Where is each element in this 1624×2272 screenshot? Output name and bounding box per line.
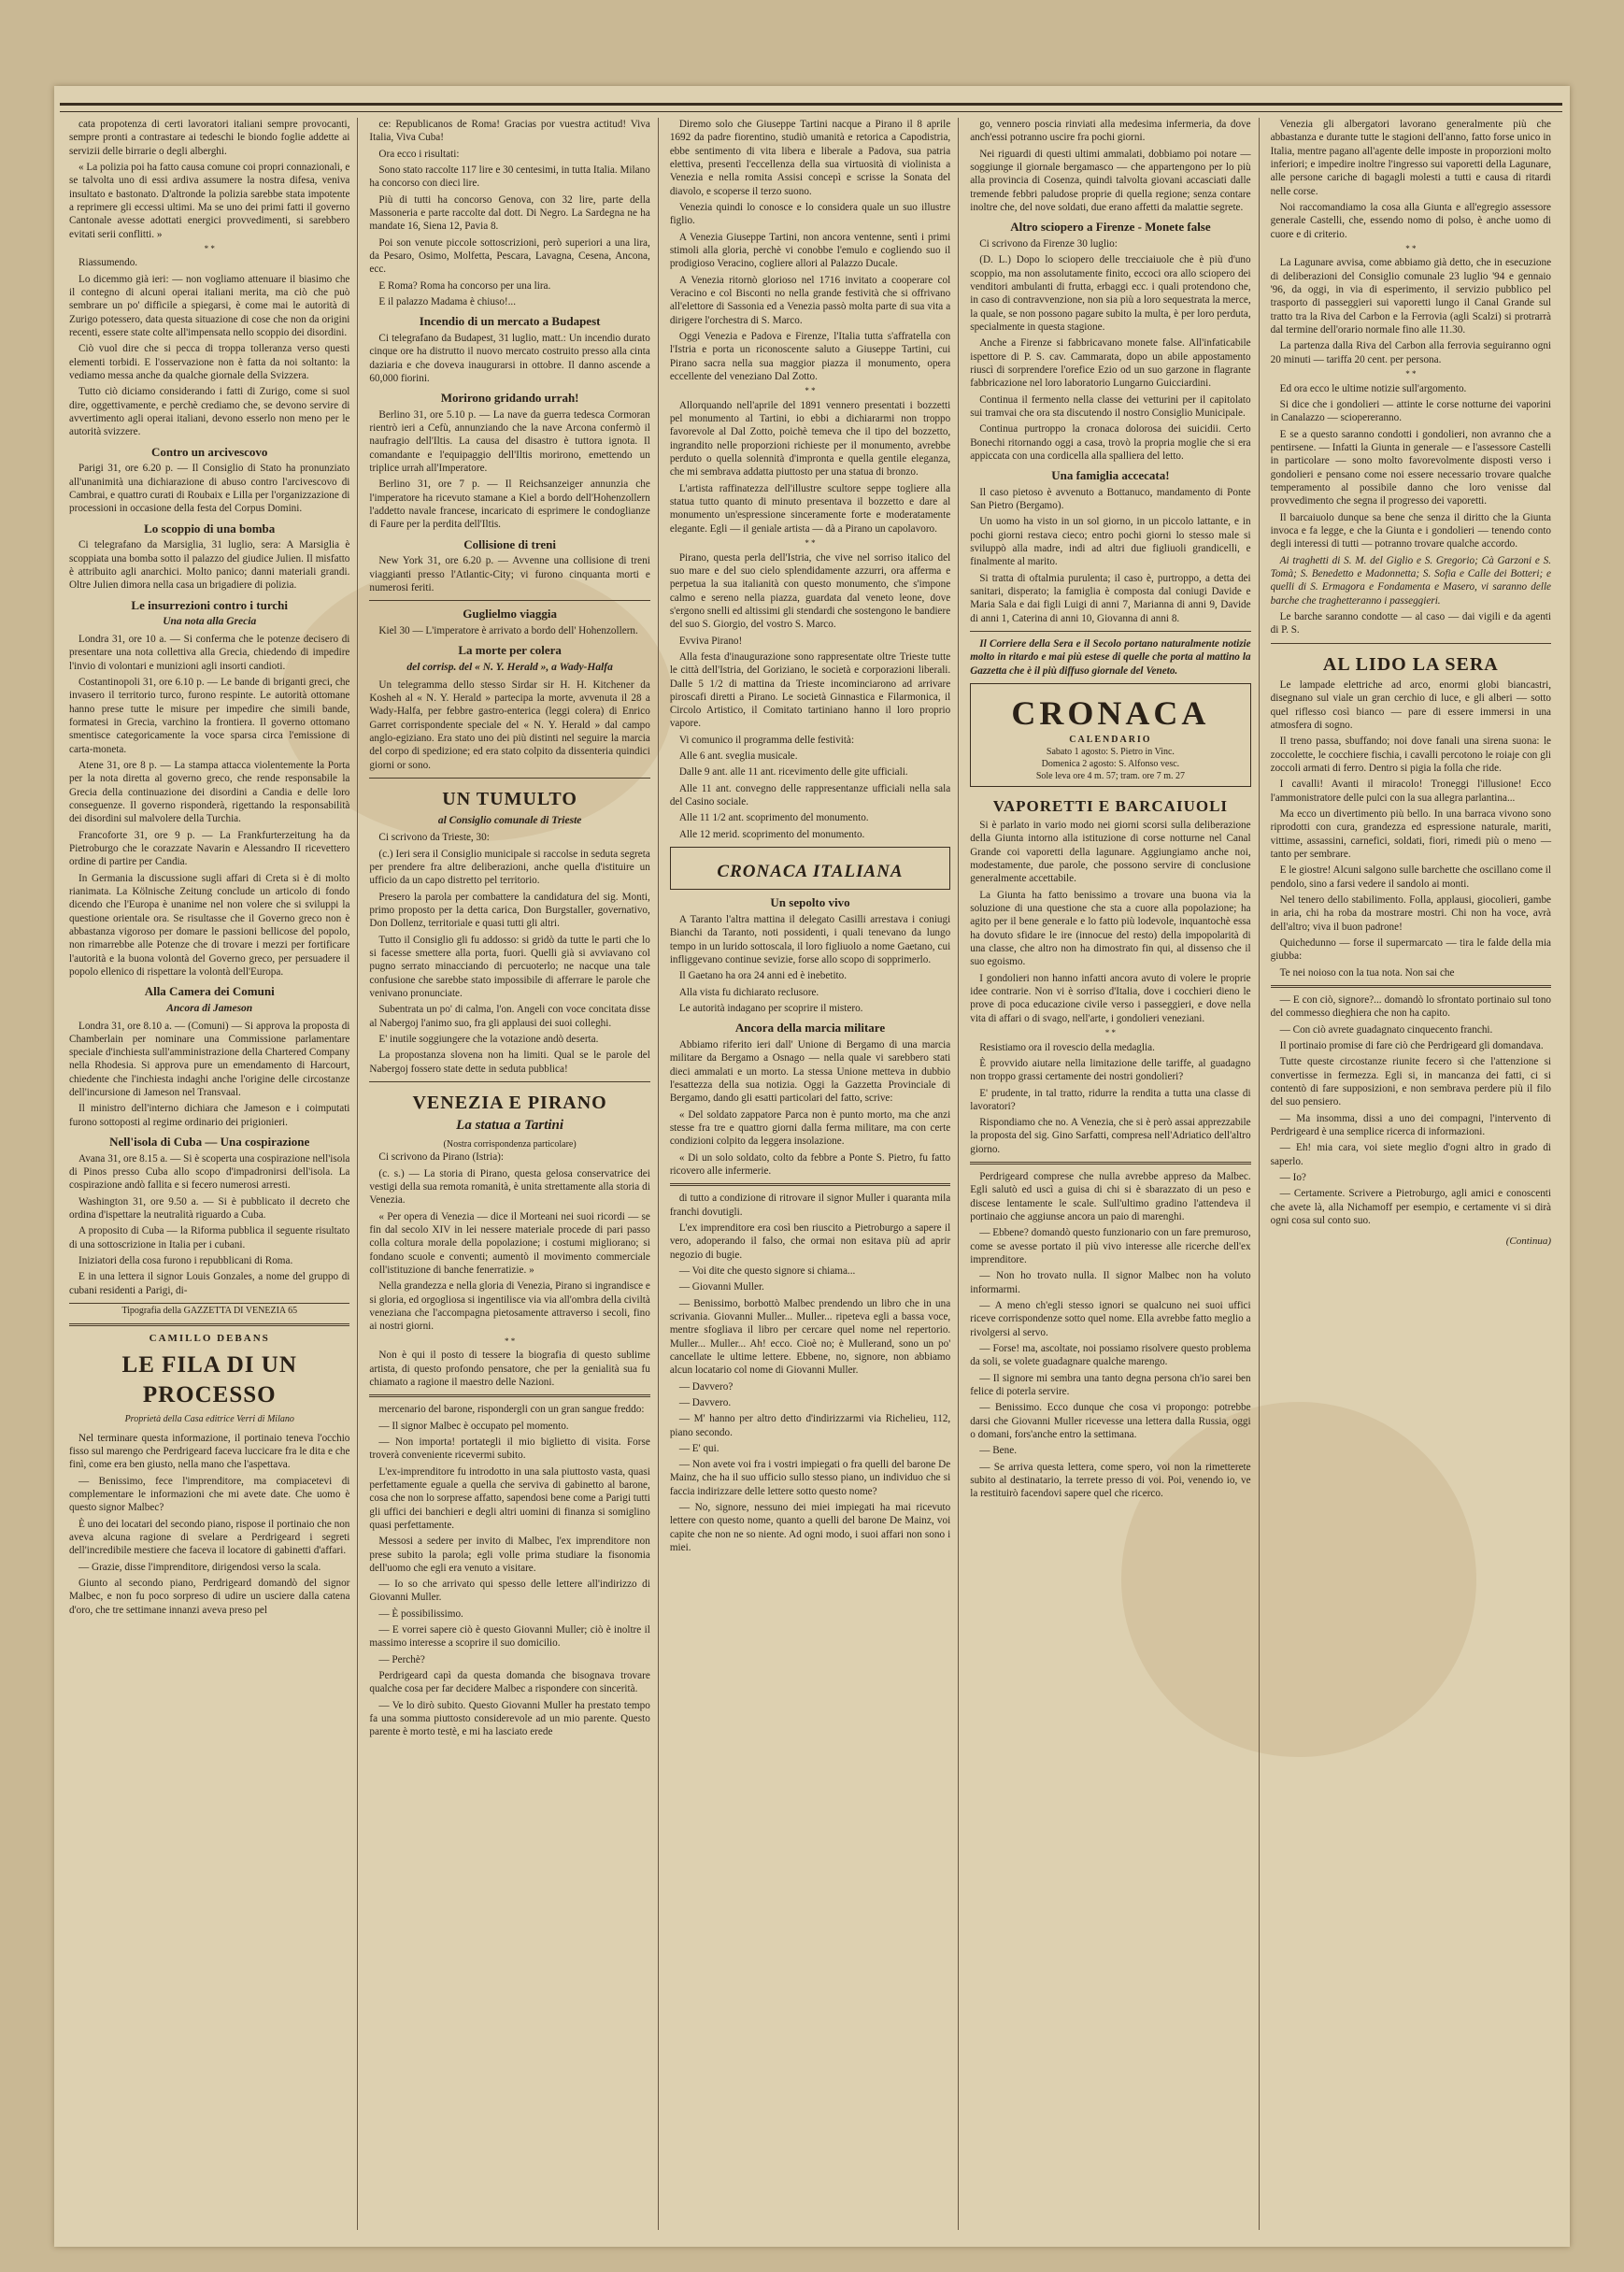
article-text: Il treno passa, sbuffando; noi dove fanali una sirena suona: le zoccolette, le cocchiere fischia, i cavalli percotono le roiaje con gli zoccoli armati di ferro. Dentro si pigia la folla che ride. — [1270, 736, 1552, 775]
article-text: La Lagunare avvisa, come abbiamo già detto, che in esecuzione di deliberazioni del Consiglio comunale 23 luglio '94 e gennaio '96, da oggi, in via di esperimento, il servizio pubblico pel trasporto di passeggieri sui vaporetti lungo il Canal Grande sul tratto tra la Riva del Carbon e la Ferrovia (agli Scalzi) si protrarrà dal termine dell'orario normale fino alle 11.30. — [1270, 257, 1552, 336]
article-text: Alla festa d'inaugurazione sono rappresentate oltre Trieste tutte le città dell'Istria, del Goriziano, le società e corporazioni liberali. Dalle 5 1/2 di mattina da Trieste incominciarono ad arrivare piroscafi diretti a Pirano. Le società Ginnastica e Filarmonica, il Circolo Artistico, il Comitato tartiniano hanno il loro proprio vapore. — [669, 650, 951, 730]
feuilleton-text: — Ebbene? domandò questo funzionario con un fare premuroso, come se avesse portato il più vivo interesse alle ricerche dell'ex imprenditore. — [970, 1227, 1251, 1266]
feuilleton-text: — Bene. — [979, 1445, 1017, 1457]
feuilleton-text: — Davvero. — [678, 1396, 732, 1408]
article-text: Ai traghetti di S. M. del Giglio e S. Gregorio; Cà Garzoni e S. Tomà; S. Benedetto e Madonnetta; S. Sofia e Calle dei Botteri; e quelli di S. Ermagora e Fondamenta e Masero, vi saranno delle barche che traghetteranno i passeggieri. — [1270, 554, 1552, 607]
article-text: Costantinopoli 31, ore 6.10 p. — Le bande di briganti greci, che invasero il territorio turco, furono respinte. Le autorità ottomane hanno prese tutte le misure per impedire che simili bande, formatesi in Grecia, varchino la frontiera. Il governo ottomano smentisce categoricamente la voce sparsa circa l'emissione di carta-moneta. — [69, 676, 350, 755]
column-4 — [970, 118, 1259, 2230]
feuilleton-text: — Voi dite che questo signore si chiama... — [678, 1265, 856, 1277]
article-text: Non è qui il posto di tessere la biografia di questo sublime artista, di questo profondo pensatore, che per la genialità sua fu chiamato a ragione il maestro delle Nazioni. — [369, 1350, 650, 1388]
feuilleton-text: — Certamente. Scrivere a Pietroburgo, agli amici e conoscenti che avete là, alla Nichamoff per esempio, e certamente vi si dirà ogni cosa sul conto suo. — [1270, 1188, 1552, 1226]
section-separator: * * — [1104, 1028, 1117, 1037]
headline: Ancora della marcia militare — [734, 1021, 886, 1036]
article-text: Kiel 30 — L'imperatore è arrivato a bordo dell' Hohenzollern. — [378, 625, 638, 637]
article-text: (c.) Ieri sera il Consiglio municipale si raccolse in seduta segreta per prendere fra altre deliberazioni, anche quella d'istituire un ufficio da un capo distretto pel territorio. — [369, 848, 650, 887]
divider — [369, 600, 649, 601]
feuilleton-text: — Grazie, disse l'imprenditore, dirigendosi verso la scala. — [78, 1561, 321, 1573]
article-text: « Di un solo soldato, colto da febbre a Ponte S. Pietro, fu fatto ricovero alle infermerie. — [669, 1151, 951, 1177]
notice-text: Il Corriere della Sera e il Secolo portano naturalmente notizie molto in ritardo e mai più estese di quelle che porta al mattino la Gazzetta che è il più diffuso giornale del Veneto. — [970, 638, 1251, 677]
article-text: Iniziatori della cosa furono i repubblicani di Roma. — [78, 1255, 293, 1267]
article-text: ce: Republicanos de Roma! Gracias por vuestra actitud! Viva Italia, Viva Cuba! — [369, 119, 650, 144]
feuilleton-text: — Perchè? — [378, 1653, 425, 1665]
article-text: Dalle 9 ant. alle 11 ant. ricevimento delle gite ufficiali. — [678, 766, 908, 779]
feuilleton-text: L'ex-imprenditore fu introdotto in una sala piuttosto vasta, quasi perfettamente eguale a quella che serviva di gabinetto al barone, cosa che non lo sorprese affatto, sapendosi bene come a Parigi tutti gli uffici dei banchieri e degli altri uomini di finanza si somiglino quasi perfettamente. — [369, 1465, 650, 1531]
article-text: E' prudente, in tal tratto, ridurre la rendita a tutta una classe di lavoratori? — [970, 1087, 1251, 1112]
article-text: Pirano, questa perla dell'Istria, che vive nel sorriso italico del suo mare e del suo cielo splendidamente azzurri, ora afferma e perpetua la sua italianità con questo monumento, che s'impone calmo e sereno nella piazza, guardata dal veneto leone, dove s'ergono snelli ed altissimi gli stendardi che sostengono le bandiere del suo S. Giorgio, del vostro S. Marco. — [669, 551, 951, 631]
feuilleton-text: — Benissimo, fece l'imprenditore, ma compiacetevi di complementare le informazioni che mi avete date. Che uomo è questo signor Malbec? — [69, 1475, 350, 1514]
article-text: Alla vista fu dichiarato reclusore. — [678, 986, 819, 998]
article-text: Avana 31, ore 8.15 a. — Si è scoperta una cospirazione nell'isola di Pinos presso Cuba allo scopo d'impadronirsi dell'isola. La cospirazione andò fallita e si fecero numerosi arresti. — [69, 1152, 350, 1192]
article-text: Alle 6 ant. sveglia musicale. — [678, 750, 798, 763]
byline: (Nostra corrispondenza particolare) — [443, 1138, 577, 1150]
article-text: Berlino 31, ore 7 p. — Il Reichsanzeiger annunzia che l'imperatore ha ricevuto stamane a Kiel a bordo dell'Hohenzollern l'addetto navale francese, incaricato di esprimere le condoglianze di Faure per la perdita dell'Iltis. — [369, 479, 650, 531]
page-number: 65 — [288, 1306, 298, 1317]
continued-note: (Continua) — [1505, 1236, 1552, 1248]
article-text: Un telegramma dello stesso Sirdar sir H. H. Kitchener da Kosheh al « N. Y. Herald » partecipa la morte, avvenuta il 28 a Wady-Halfa, per febbre gastro-enterica (leggi colera) di Enrico Garret corrispondente speciale del « N. Y. Herald » dal campo anglo-egiziano. Era stato uno dei più distinti nel seguire la marcia del corpo di spedizione; ed era stato colpito da dissenteria quindici giorni or sono. — [369, 679, 650, 771]
feuilleton-text: — No, signore, nessuno dei miei impiegati ha mai ricevuto lettere con questo nome, quanto a quelli del barone De Mainz, voi capite che non ne so niente. Ad ogni modo, i suoi affari non sono i miei. — [669, 1502, 951, 1554]
article-text: Presero la parola per combattere la candidatura del sig. Monti, primo proposto per la detta carica, Don Burgstaller, governativo, Don Dollenz, territoriale e quasi tutti gli altri. — [369, 891, 650, 930]
feuilleton-text: — Il signor Malbec è occupato pel momento. — [378, 1420, 569, 1432]
article-text: E se a questo saranno condotti i gondolieri, non avranno che a pentirsene. — Infatti la Giunta in generale — e l'assessore Castelli in particolare — sono molto favorevolmente disposti verso i gondolieri e pensano come noi essere necessario trovare qualche temperamento al possibile danno che loro venisse dal provvedimento che segna il progresso dei vaporetti. — [1270, 428, 1552, 507]
feuilleton-text: — Ve lo dirò subito. Questo Giovanni Muller ha prestato tempo fa una somma piuttosto considerevole ad un mio parente. Questo parente è morto testè, e mi ha lasciato erede — [369, 1699, 650, 1738]
headline: Un sepolto vivo — [770, 895, 850, 910]
column-1 — [69, 118, 358, 2230]
article-text: Nei riguardi di questi ultimi ammalati, dobbiamo poi notare — soggiunge il giornale bergamasco — che appartengono per lo più alla provincia di Cosenza, quindi talvolta giovani accasciati dalle tremende febbri paludose proprie di quella regione; senza contare inoltre che, del nove soldati, due erano affetti da malattie segrete. — [970, 148, 1251, 213]
article-text: Il Gaetano ha ora 24 anni ed è inebetito. — [678, 970, 848, 982]
article-text: Resistiamo ora il rovescio della medaglia. — [979, 1041, 1155, 1053]
article-text: Anche a Firenze si fabbricavano monete false. All'infaticabile ispettore di P. S. cav. Cammarata, dopo un abile appostamento riuscì di sorprendere l'orefice Ezio od un suo garzone in flagrante fabbricazione nel loro laboratorio Lungarno Guicciardini. — [970, 337, 1251, 390]
article-text: Le barche saranno condotte — al caso — dai vigili e da agenti di P. S. — [1270, 610, 1552, 636]
feuilleton-rights: Proprietà della Casa editrice Verri di Milano — [124, 1413, 294, 1424]
feuilleton-title: LE FILA DI UN PROCESSO — [121, 1351, 297, 1407]
feuilleton-text: — Eh! mia cara, voi siete meglio d'ogni altro in grado di saperlo. — [1270, 1142, 1552, 1167]
article-text: Nel tenero dello stabilimento. Folla, applausi, giocolieri, gambe in aria, chi ha roba da mostrare mostri. Chi non ha voce, avrà dell'altro; viva il buon padrone! — [1270, 894, 1552, 933]
feuilleton-text: — Non ho trovato nulla. Il signor Malbec non ha voluto informarmi. — [970, 1270, 1251, 1295]
headline: Incendio di un mercato a Budapest — [419, 314, 601, 329]
article-text: Evviva Pirano! — [678, 635, 743, 647]
article-text: Washington 31, ore 9.50 a. — Si è pubblicato il decreto che ordina d'ispettare la neutralità riguardo a Cuba. — [69, 1195, 350, 1222]
article-text: Londra 31, ore 8.10 a. — (Comuni) — Si approva la proposta di Chamberlain per nominare una Commissione parlamentare speciale d'inchiesta sull'amministrazione della Chartered Company nella Rhodesia. Si approva pure un emendamento di Harcourt, chiedente che l'inchiesta indaghi anche l'origine delle circostanze dell'incursione di Jameson nel Transvaal. — [69, 1020, 350, 1099]
article-text: Quichedunno — forse il supermarcato — tira le falde della mia giubba: — [1270, 937, 1552, 963]
headline: Nell'isola di Cuba — Una cospirazione — [109, 1135, 310, 1150]
article-text: A Venezia ritornò glorioso nel 1716 invitato a cooperare col Veracino e col Bisconti no nella grande festività che si offrivano all'elettore di Sassonia ed a Venezia passò molta parte di sua vita a dirigere l'orchestra di S. Marco. — [669, 274, 951, 326]
article-text: Poi son venute piccole sottoscrizioni, però superiori a una lira, da Pesaro, Osimo, Molfetta, Pescara, Lavagna, Cesena, Ancona, ecc. — [369, 236, 650, 276]
article-text: Il ministro dell'interno dichiara che Jameson e i coimputati furono sottoposti al regime ordinario dei prigionieri. — [69, 1103, 350, 1128]
headline: Guglielmo viaggia — [463, 607, 557, 622]
feuilleton-text: — A meno ch'egli stesso ignori se qualcuno nei suoi uffici riceve corrispondenze sotto quel nome. Ella avrebbe fatto meglio a rivolgersi al servo. — [970, 1300, 1251, 1338]
feuilleton-text: — Con ciò avrete guadagnato cinquecento franchi. — [1279, 1023, 1493, 1036]
article-text: (D. L.) Dopo lo sciopero delle trecciaiuole che è più d'uno scoppio, ma non assolutamente finito, eccoci ora allo sciopero dei venditori ambulanti di frutta, erbaggi ecc. i quali protendono che, in caso di contravvenzione, non sia più a loro sequestrata la merce, la quale, se non possono pagare subito la multa, è per loro perduta, specialmente in questa stagione. — [970, 254, 1251, 333]
article-text: Subentrata un po' di calma, l'on. Angeli con voce concitata disse al Nabergoj l'animo suo, fra gli applausi dei suoi colleghi. — [369, 1004, 650, 1029]
article-text: Francoforte 31, ore 9 p. — La Frankfurterzeitung ha da Pietroburgo che le corazzate Navarin e Alessandro II ricevettero ordine di partire per Candia. — [69, 829, 350, 868]
article-text: Allorquando nell'aprile del 1891 vennero presentati i bozzetti pel monumento al Tartini, io ebbi a dichiararmi non troppo favorevole al Dal Zotto, poichè temeva che il tipo del bozzetto, ingrandito nelle proporzioni richieste per il monumento, avrebbe perduto o quella solennità d'impronta e quella gentile eleganza, che mi sembrava addatta piuttosto per una statua di bronzo. — [669, 399, 951, 479]
article-text: A Taranto l'altra mattina il delegato Casilli arrestava i coniugi Bianchi da Taranto, noti possidenti, i quali tenevano da lungo tempo in un lurido sottoscala, il loro figliuolo a nome Gaetano, cui infliggevano continue sevizie, forse allo scopo di sopprimerlo. — [669, 914, 951, 966]
feuilleton-text: mercenario del barone, rispondergli con un gran sangue freddo: — [378, 1404, 645, 1416]
article-text: Te nei noioso con la tua nota. Non sai che — [1279, 966, 1455, 979]
feuilleton-text: — Io so che arrivato qui spesso delle lettere all'indirizzo di Giovanni Muller. — [369, 1579, 650, 1604]
feuilleton-text: Perdrigeard comprese che nulla avrebbe appreso da Malbec. Egli salutò ed uscì a guisa di chi si è sbarazzato di un peso e discese lentamente le scale. Sull'ultimo gradino l'attendeva il portinaio che aggiunse ancora un paio di marenghi. — [970, 1171, 1251, 1223]
article-text: E le giostre! Alcuni salgono sulle barchette che oscillano come il pendolo, sino a farsi vedere il sandolo ai monti. — [1270, 865, 1552, 890]
subheadline: Ancora di Jameson — [166, 1002, 253, 1014]
feuilleton-text: — Giovanni Muller. — [678, 1281, 764, 1293]
page-columns — [69, 118, 1559, 2230]
section-title: CRONACA ITALIANA — [717, 862, 904, 882]
article-text: Si dice che i gondolieri — attinte le corse notturne dei vaporini in Canalazzo — sciopereranno. — [1270, 398, 1552, 424]
article-text: Continua il fermento nella classe dei vetturini per il capitolato sui tramvai che ora sta discutendo il nostro Consiglio Municipale. — [970, 393, 1251, 419]
headline: La morte per colera — [458, 643, 562, 658]
subheadline: del corrisp. del « N. Y. Herald », a Wady-Halfa — [406, 661, 613, 673]
subheadline: Una nota alla Grecia — [163, 616, 257, 628]
article-text: Venezia quindi lo conosce e lo considera quale un suo illustre figlio. — [669, 201, 951, 227]
article-text: Le autorità indagano per scoprire il mistero. — [678, 1003, 863, 1015]
article-text: Ed ora ecco le ultime notizie sull'argomento. — [1279, 382, 1467, 394]
article-text: Sono stato raccolte 117 lire e 30 centesimi, in tutta Italia. Milano ha concorso con dieci lire. — [369, 164, 650, 190]
feuilleton-text: — Non avete voi fra i vostri impiegati o fra quelli del barone De Mainz, che ha il suo ufficio sullo stesso piano, un individuo che si faccia indirizzare delle lettere sotto questo nome? — [669, 1459, 951, 1497]
article-text: Il barcaiuolo dunque sa bene che senza il diritto che la Giunta invoca e fa legge, e che la Giunta e i gondolieri — tenendo conto degli interessi di tutti — potranno trovare qualche accordo. — [1270, 511, 1552, 550]
article-text: cata propotenza di certi lavoratori italiani sempre provocanti, sempre pronti a contrastare ai tedeschi le biondo foglie addette ai servizii delle birrarie o degli alberghi. — [69, 119, 350, 157]
printer-footer — [69, 1303, 349, 1318]
feuilleton-separator — [670, 1183, 950, 1186]
article-text: Atene 31, ore 8 p. — La stampa attacca violentemente la Porta per la nota diretta al governo greco, che rende responsabile la Grecia della continuazione dei disordini a Candia e delle loro conseguenze. Il governo risponderà, rigettando la responsabilità dei disordini sul malvolere della Turchia. — [69, 759, 350, 825]
feuilleton-text: Messosi a sedere per invito di Malbec, l'ex imprenditore non prese subito la parola; egli volle prima studiare la fisonomia dell'uomo che egli era venuto a visitare. — [369, 1536, 650, 1574]
article-text: Tutto il Consiglio gli fu addosso: si gridò da tutte le parti che lo si facesse smettere alla porta, fuori. Quelli già si avviavano col pugno serrato minacciando di percuoterlo; ne nacque una tale confusione che sarebbe stato impossibile di afferrare le parole che venivano pronunciate. — [369, 934, 650, 999]
article-text: « La polizia poi ha fatto causa comune coi propri connazionali, e se talvolta uno di essi ardiva assumere la nostra difesa, veniva insultato e bastonato. D'altronde la polizia sarebbe stata impotente a reprimere gli eccessi ultimi. Ma se uno dei primi fatti il governo Cantonale avesse adottati energici provvedimenti, si sarebbero evitati serii conflitti. » — [69, 161, 350, 240]
article-text: Lo dicemmo già ieri: — non vogliamo attenuare il biasimo che il contegno di alcuni operai italiani merita, ma ciò che può sembrare un po' difficile a spiegarsi, è come mai le autorità di Zurigo potessero, data questa situazione di cose che non da origini recenti, essere state colte all'impensata nello scoppio dei disordini. — [69, 273, 350, 339]
article-text: Berlino 31, ore 5.10 p. — La nave da guerra tedesca Cormoran rientrò ieri a Cefù, annunziando che la nave Arcona confermò il naufragio dell'Iltis. La causa del disastro è tuttora ignota. Il comandante e l'equipaggio dell'Iltis morirono, emettendo un triplice urrah all'Imperatore. — [369, 408, 650, 475]
article-text: Ci telegrafano da Marsiglia, 31 luglio, sera: A Marsiglia è scoppiata una bomba sotto il palazzo del giudice Julien. Il misfatto è attribuito agli anarchici. Molto panico; danni materiali grandi. Oltre Julien dimora nella casa un brigadiere di polizia. — [69, 539, 350, 592]
feuilleton-text: Nel terminare questa informazione, il portinaio teneva l'occhio fisso sul marengo che Perdrigeard faceva luccicare fra le dita e che finì, come era ben giusto, nella mano che l'aspettava. — [69, 1432, 350, 1471]
article-text: In Germania la discussione sugli affari di Creta si è di molto rianimata. La Kölnische Zeitung conclude un articolo di fondo dicendo che l'Europa è unanime nel non volere che si sviluppi la questione orientale ora. Se risultasse che il Governo greco non è abbastanza vigoroso per domare le passioni bellicose del popolo, non rimarrebbe alle Potenze che di trovare i mezzi per fortificare l'autorità e la buona volontà del Governo greco, per persuadere il popolo ellenico di rispettare la volontà dell'Europa. — [69, 872, 350, 978]
feuilleton-text: — Se arriva questa lettera, come spero, voi non la rimetterete subito al destinatario, la terrete presso di voi. Poi, venendo io, ve la restituirò facendovi sapere quel che ricerco. — [970, 1461, 1251, 1500]
article-text: Il caso pietoso è avvenuto a Bottanuco, mandamento di Ponte San Pietro (Bergamo). — [970, 486, 1251, 512]
article-text: Le lampade elettriche ad arco, enormi globi biancastri, disegnano sul viale un gran cerchio di luce, e gli alberi — sotto quel riflesso così bianco — pare di essere immersi in una atmosfera di sogno. — [1270, 679, 1552, 732]
section-separator: * * — [1405, 369, 1417, 379]
feuilleton-separator — [69, 1323, 349, 1326]
headline: Collisione di treni — [463, 536, 556, 551]
divider — [970, 631, 1250, 632]
article-text: Nella grandezza e nella gloria di Venezia, Pirano si ingrandisce e si gloria, ed orgogliosa si ingentilisce via via all'ombra della civiltà veneziana che l'accompagna pietosamente attraverso i secoli, fino ai nostri giorni. — [369, 1280, 650, 1333]
section-separator: * * — [204, 243, 215, 253]
feuilleton-text: Perdrigeard capì da questa domanda che bisognava trovare qualche cosa per far decidere Malbec a rispondere con sincerità. — [369, 1670, 650, 1695]
section-separator: * * — [1405, 243, 1417, 253]
divider — [369, 778, 649, 779]
article-text: Londra 31, ore 10 a. — Si conferma che le potenze decisero di presentare una nota collettiva alla Grecia, chiedendo di impedire l'invio di volontari e munizioni agli insorti candioti. — [69, 633, 350, 672]
section-title: CRONACA — [1011, 694, 1210, 733]
headline: Le insurrezioni contro i turchi — [131, 597, 288, 612]
column-3 — [670, 118, 959, 2230]
article-text: Vi comunico il programma delle festività: — [678, 734, 855, 746]
article-text: Continua purtroppo la cronaca dolorosa dei suicidii. Certo Bonechi ritornando oggi a casa, trovò la propria moglie che si era appiccata con una cordicella alla spalliera del letto. — [970, 423, 1251, 462]
article-text: Parigi 31, ore 6.20 p. — Il Consiglio di Stato ha pronunziato all'unanimità una dichiarazione di abuso contro l'arcivescovo di Cambrai, e quattro curati di Roubaix e Lilla per l'organizzazione di processioni in occasione della festa del Corpus Domini. — [69, 463, 350, 515]
section-box — [670, 847, 950, 890]
calendar-title: CALENDARIO — [1069, 735, 1152, 746]
headline: UN TUMULTO — [442, 788, 577, 809]
feuilleton-text: — M' hanno per altro detto d'indirizzarmi via Richelieu, 112, piano secondo. — [669, 1413, 951, 1438]
article-text: Abbiamo riferito ieri dall' Unione di Bergamo di una marcia militare da Bergamo a Osnago — nella quale vi sarebbero stati dieci ammalati e un morto. La stessa Unione metteva in dubbio l'esattezza della sua notizia. Oggi la Gazzetta Provinciale di Bergamo, dando gli esatti particolari del fatto, scrive: — [669, 1038, 951, 1105]
feuilleton-text: È uno dei locatari del secondo piano, rispose il portinaio che non aveva alcuna ragione di svelare a Perdrigeard i segreti dell'incredibile mestiere che faceva il locatore di gabinetti d'affari. — [69, 1518, 350, 1557]
article-text: Tutto ciò diciamo considerando i fatti di Zurigo, come si suol dire, oggettivamente, e perchè crediamo che, se devono servire di avvertimento agli operai italiani, devono esserlo non meno per le autorità svizzere. — [69, 386, 350, 438]
article-text: Riassumendo. — [78, 257, 138, 269]
feuilleton-separator — [970, 1162, 1250, 1165]
article-text: Ciò vuol dire che si pecca di troppa tolleranza verso questi elementi torbidi. E l'osservazione non è fatta da noi soltanto: la vediamo messa anche da qualche giornale della Svizzera. — [69, 343, 350, 382]
headline: Lo scoppio di una bomba — [144, 521, 276, 536]
calendar-line: Sole leva ore 4 m. 57; tram. ore 7 m. 27 — [1035, 770, 1185, 781]
feuilleton-text: — Benissimo, borbottò Malbec prendendo un libro che in una scrivania. Giovanni Muller... Muller... ripeteva egli a bassa voce, mentre sfogliava il libro per cercare quel nome nel repertorio. Muller... Muller... Ah! ecco. Cioè no; è Mullerand, sono un po' cancellate le ultime lettere. Ebbene, no, signore, non abbiamo alcun locatario col nome di Giovanni Muller. — [669, 1297, 951, 1377]
cronaca-box — [970, 683, 1250, 787]
article-text: Più di tutti ha concorso Genova, con 32 lire, parte della Massoneria e parte raccolte dal dott. Di Negro. La Sardegna ne ha mandate 16, Siena 12, Pavia 8. — [369, 193, 650, 233]
feuilleton-text: Il portinaio promise di fare ciò che Perdrigeard gli domandava. — [1279, 1039, 1544, 1051]
feuilleton-text: — E' qui. — [678, 1442, 719, 1454]
article-text: Si è parlato in vario modo nei giorni scorsi sulla deliberazione della Giunta intorno alla istituzione di corse notturne nel Canal Grande coi vaporetti della lagunare. Aggiungiamo anche noi, modestamente, due parole, che possono servire di conclusione generalmente accettabile. — [970, 820, 1251, 885]
article-text: E Roma? Roma ha concorso per una lira. — [378, 279, 551, 292]
calendar-line: Domenica 2 agosto: S. Alfonso vesc. — [1041, 758, 1180, 769]
feuilleton-text: di tutto a condizione di ritrovare il signor Muller i quaranta mila franchi dovutigli. — [669, 1193, 951, 1218]
article-text: Ci scrivono da Firenze 30 luglio: — [979, 237, 1118, 250]
feuilleton-text: — Non importa! portategli il mio biglietto di visita. Forse troverà conveniente ricevermi subito. — [369, 1436, 650, 1462]
section-separator: * * — [805, 386, 816, 396]
headline: VENEZIA E PIRANO — [412, 1092, 607, 1113]
article-text: Ma ecco un divertimento più bello. In una barraca vivono sono riprodotti con cura, grandezza ed espressione naturale, mariti, vittime, assassini, carnefici, soldati, fiori, rimedi più o meno — tanto per sembrare. — [1270, 808, 1552, 861]
article-text: Alle 11 1/2 ant. scoprimento del monumento. — [678, 812, 869, 824]
article-text: E' inutile soggiungere che la votazione andò deserta. — [378, 1033, 599, 1045]
article-text: La propostanza slovena non ha limiti. Qual se le parole del Nabergoj fossero state dette in seduta pubblica! — [369, 1050, 650, 1075]
feuilleton-text: — Io? — [1279, 1171, 1306, 1183]
subheadline: La statua a Tartini — [456, 1118, 564, 1134]
article-text: Rispondiamo che no. A Venezia, che si è però assai apprezzabile la proposta del sig. Gino Sarfatti, compresa nell'Adriatico dell'altro giorno. — [970, 1117, 1251, 1155]
article-text: go, vennero poscia rinviati alla medesima infermeria, da dove anch'essi potranno uscire fra pochi giorni. — [970, 119, 1251, 144]
feuilleton-text: L'ex imprenditore era così ben riuscito a Pietroburgo a sapere il vero, adoperando il falso, che ormai non esitava più ad aprir negozio di bugie. — [669, 1222, 951, 1261]
feuilleton-author: CAMILLO DEBANS — [149, 1332, 270, 1344]
headline: AL LIDO LA SERA — [1322, 653, 1499, 675]
section-separator: * * — [805, 538, 816, 549]
article-text: A Venezia Giuseppe Tartini, non ancora ventenne, sentì i primi stimoli alla gloria, perchè vi conobbe l'emulo e cogliendo suo il prodigioso Veracino, cogliere allori al Palazzo Ducale. — [669, 231, 951, 270]
feuilleton-text: — Benissimo. Ecco dunque che cosa vi propongo: potrebbe darsi che Giovanni Muller ricevesse una lettera dalla Russia, oggi o domani, fors'anche entro la settimana. — [970, 1402, 1251, 1441]
article-text: A proposito di Cuba — la Riforma pubblica il seguente risultato di una sottoscrizione in Italia per i cubani. — [69, 1225, 350, 1250]
divider — [1271, 643, 1551, 644]
divider — [369, 1081, 649, 1082]
feuilleton-text: — È possibilissimo. — [378, 1608, 463, 1620]
article-text: La Giunta ha fatto benissimo a trovare una buona via la soluzione di una questione che sta a cuore alla popolazione; ha agito per il bene generale e lo fatto più lodevole, inquantochè essa ha dovuto sfidare le ire (innocue del resto) della impopolarità di una classe, che altro non ha dimostrato fin qui, al dissenso che il suo egoismo. — [970, 889, 1251, 968]
article-text: Noi raccomandiamo la cosa alla Giunta e all'egregio assessore generale Castelli, che, essendo nomo di polso, è anche uomo di cuore e di criterio. — [1270, 201, 1552, 240]
article-text: Alle 11 ant. convegno delle rappresentanze ufficiali nella sala del Casino sociale. — [669, 782, 951, 808]
feuilleton-text: — E vorrei sapere ciò è questo Giovanni Muller; ciò è inoltre il massimo interesse a scoprire il suo domicilio. — [369, 1624, 650, 1650]
headline: Alla Camera dei Comuni — [144, 984, 275, 999]
feuilleton-text: Giunto al secondo piano, Perdrigeard domandò del signor Malbec, e non fu poco sorpreso di udire un usciere dalla catena d'oro, che tre settimane innanzi aveva preso pel — [69, 1577, 350, 1616]
article-text: È provvido aiutare nella limitazione delle tariffe, al guadagno non troppo grassi certamente dei nostri gondolieri? — [970, 1057, 1251, 1083]
article-text: E in una lettera il signor Louis Gonzales, a nome del gruppo di cubani residenti a Parigi, di- — [69, 1271, 350, 1296]
article-text: E il palazzo Madama è chiuso!... — [378, 295, 517, 307]
column-2 — [369, 118, 658, 2230]
article-text: Alle 12 merid. scoprimento del monumento. — [678, 828, 865, 840]
article-text: I cavalli! Avanti il miracolo! Troneggi l'illusione! Ecco l'ammonistratore delle pulci con la sua allegra parlantina... — [1270, 779, 1552, 804]
headline: Contro un arcivescovo — [150, 444, 268, 459]
column-5 — [1271, 118, 1559, 2230]
article-text: L'artista raffinatezza dell'illustre scultore seppe togliere alla statua tutto quanto di minuto presentava il bozzetto e dare al monumento un'espressione sinceramente forte e moderatamente elegante. Egli — il geniale artista — dà a Pirano un capolavoro. — [669, 482, 951, 535]
headline: VAPORETTI E BARCAIUOLI — [992, 797, 1229, 816]
printer-name: Tipografia della GAZZETTA DI VENEZIA — [121, 1306, 286, 1317]
headline: Altro sciopero a Firenze - Monete false — [1010, 220, 1211, 235]
article-text: « Per opera di Venezia — dice il Morteani nei suoi ricordi — se fin dal secolo XIV in lei nessere materiale procede di pari passo colla coltura morale della popolazione; i costumi migliorano; si fondano scuole e conventi; aumentò il movimento commerciale coll'istituzione di banche fenerratizie. » — [369, 1210, 650, 1277]
article-text: Venezia gli albergatori lavorano generalmente più che abbastanza e durante tutte le stagioni dell'anno, fatto forse unico in Italia, mentre pagano all'agente delle imposte in proporzioni molto inferiori; e impedire inoltre l'ingresso sui vaporetti della Lagunare, alle persone cariche di bagagli molesti a tutti e causa di ritardi nelle corse. — [1270, 119, 1552, 197]
feuilleton-text: — Ma insomma, dissi a uno dei compagni, l'intervento di Perdrigeard è una semplice ricerca di informazioni. — [1270, 1112, 1552, 1137]
feuilleton-separator — [1271, 985, 1551, 988]
headline: Una famiglia accecata! — [1051, 468, 1170, 483]
article-text: Ci scrivono da Pirano (Istria): — [378, 1151, 505, 1164]
feuilleton-text: — E con ciò, signore?... domandò lo sfrontato portinaio sul tono del commesso dieghiera che non ha capito. — [1270, 994, 1552, 1020]
article-text: Si tratta di oftalmia purulenta; il caso è, purtroppo, a detta dei sanitari, disperato; la famiglia è composta dal coniugi Davide e Maria Sala e dai figli Luigi di anni 7, Marianna di anni 9, Davide di anni 1, Caterina di anni 10, Giovanna di anni 8. — [970, 572, 1251, 624]
feuilleton-text: — Forse! ma, ascoltate, noi possiamo risolvere questo problema da soli, se volete guadagnare qualche marengo. — [970, 1343, 1251, 1368]
article-text: New York 31, ore 6.20 p. — Avvenne una collisione di treni viaggianti presso l'Atlantic-City; vi furono cinquanta morti e numerosi feriti. — [369, 555, 650, 594]
feuilleton-text: — Il signore mi sembra una tanto degna persona ch'io sarei ben felice di poterla servire. — [970, 1372, 1251, 1398]
article-text: « Del soldato zappatore Parca non è punto morto, ma che anzi stesse fra tre e quattro giorni dalla ferma militare, ma con certe condizioni colpito da leggera insolazione. — [669, 1108, 951, 1148]
subheadline: al Consiglio comunale di Trieste — [437, 814, 582, 826]
calendar-line: Sabato 1 agosto: S. Pietro in Vinc. — [1046, 746, 1175, 757]
headline: Morirono gridando urrah! — [440, 391, 579, 406]
section-separator: * * — [504, 1336, 516, 1346]
article-text: Un uomo ha visto in un sol giorno, in un piccolo lattante, e in pochi giorni restava cieco; entro pochi giorni lo stesso male si sviluppò alla madre, indi ad altri due figliuoli grandicelli, e finalmente al marito. — [970, 516, 1251, 568]
feuilleton-text: — Davvero? — [678, 1380, 734, 1393]
feuilleton-text: Tutte queste circostanze riunite fecero sì che l'attenzione si convertisse in fermezza. Egli si, in mancanza dei fatti, ci si contentò di fare supposizioni, e non sembrava perdere più il filo del suo pensiero. — [1270, 1056, 1552, 1108]
article-text: Oggi Venezia e Padova e Firenze, l'Italia tutta s'affratella con l'Istria e porta un riconoscente saluto a Giuseppe Tartini, cui Pirano sacra nella sua maggior piazza il monumento, opera eccellente del veneziano Dal Zotto. — [669, 330, 951, 382]
article-text: I gondolieri non hanno infatti ancora avuto di volere le proprie idee contrarie. Non vi è sorriso d'Italia, dove i cocchieri dieno le prove di poca educazione civile verso i passeggieri, e dove nella vita di affari o di svago, nell'arte, i gondolieri veneziani. — [970, 972, 1251, 1024]
article-text: Ora ecco i risultati: — [378, 148, 460, 160]
article-text: La partenza dalla Riva del Carbon alla ferrovia seguiranno ogni 20 minuti — tariffa 20 cent. per persona. — [1270, 340, 1552, 365]
article-text: Ci scrivono da Trieste, 30: — [378, 832, 490, 844]
feuilleton-separator — [369, 1394, 649, 1397]
top-rule — [60, 103, 1562, 112]
article-text: Ci telegrafano da Budapest, 31 luglio, matt.: Un incendio durato cinque ore ha distrutto il nuovo mercato costruito presso alla cinta daziaria e che doveva inaugurarsi in ottobre. Il danno ascende a 60,000 fiorini. — [369, 332, 650, 384]
article-text: Diremo solo che Giuseppe Tartini nacque a Pirano il 8 aprile 1692 da padre fiorentino, studiò umanità e retorica a Capodistria, ebbe sentimento di vita libera e liberale a Padova, sua patria elettiva, presentì l'eccellenza della sua virtuosità di violinista a Venezia e nella romita Assisi concepì e scrisse la Sonata del diavolo, e scoperse il terzo suono. — [669, 119, 951, 197]
article-text: (c. s.) — La storia di Pirano, questa gelosa conservatrice dei vestigi della sua remota romanità, è unita strettamente alla storia di Venezia. — [369, 1167, 650, 1207]
